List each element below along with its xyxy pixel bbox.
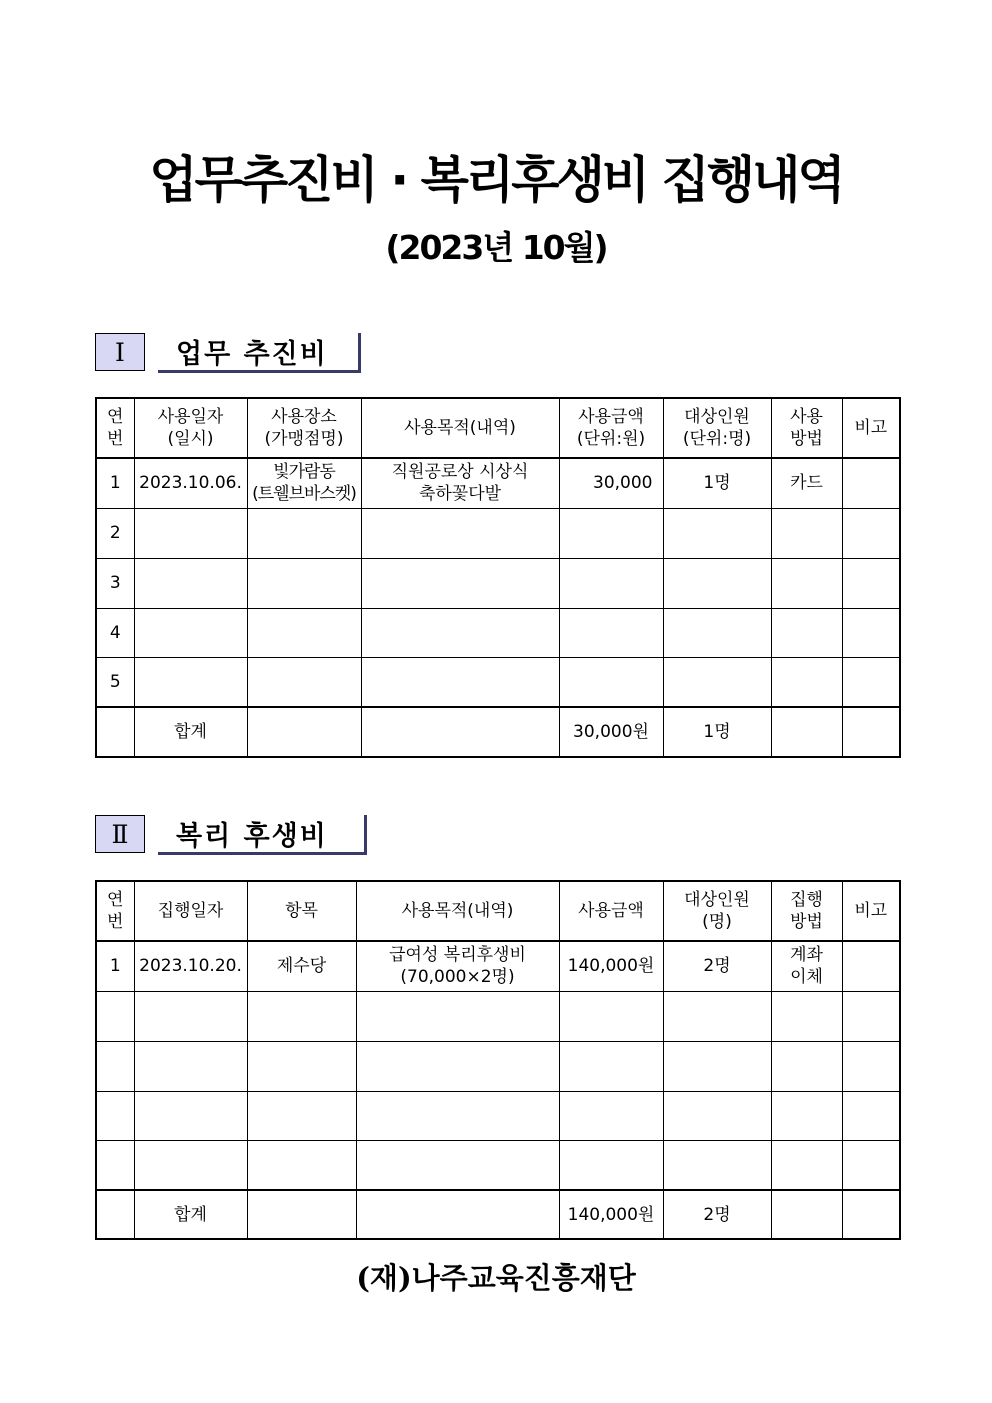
table-row xyxy=(96,558,900,608)
cell-purpose xyxy=(356,1091,559,1140)
cell-people xyxy=(663,608,771,657)
cell-purpose xyxy=(356,991,559,1041)
document-title: 업무추진비 · 복리후생비 집행내역 xyxy=(149,151,843,209)
col-header-date: 사용일자 (일시) xyxy=(134,398,247,458)
cell-purpose xyxy=(361,508,559,558)
table-row xyxy=(96,1041,900,1091)
table-header-row xyxy=(96,398,900,458)
col-header-note: 비고 xyxy=(842,881,900,941)
section1-title: 업무 추진비 xyxy=(158,333,361,373)
cell-note xyxy=(842,458,900,508)
cell-note xyxy=(842,1041,900,1091)
col-header-place: 사용장소 (가맹점명) xyxy=(247,398,361,458)
cell-no xyxy=(96,991,134,1041)
cell-note xyxy=(842,941,900,991)
cell-people xyxy=(663,991,771,1041)
cell-people xyxy=(663,1140,771,1190)
cell-item xyxy=(247,1041,356,1091)
cell-purpose xyxy=(356,1140,559,1190)
cell-amount xyxy=(559,508,663,558)
cell-people xyxy=(663,1041,771,1091)
total-row xyxy=(96,707,900,757)
cell-date xyxy=(134,1140,247,1190)
cell-amount xyxy=(559,1091,663,1140)
table-row xyxy=(96,608,900,657)
col-header-method: 집행 방법 xyxy=(771,881,842,941)
business-expense-table xyxy=(95,397,901,758)
cell-method xyxy=(771,1041,842,1091)
cell-note xyxy=(842,508,900,558)
cell-no xyxy=(96,1091,134,1140)
cell-note xyxy=(842,657,900,707)
cell-no: 4 xyxy=(96,608,134,657)
table-row xyxy=(96,941,900,991)
cell-date xyxy=(134,1091,247,1140)
total-empty-cell xyxy=(771,707,842,757)
cell-no xyxy=(96,1140,134,1190)
col-header-amount: 사용금액 xyxy=(559,881,663,941)
total-amount: 140,000원 xyxy=(559,1190,663,1239)
cell-purpose xyxy=(361,608,559,657)
col-header-date: 집행일자 xyxy=(134,881,247,941)
cell-method xyxy=(771,1091,842,1140)
cell-method xyxy=(771,991,842,1041)
cell-note xyxy=(842,1140,900,1190)
total-empty-cell xyxy=(96,1190,134,1239)
col-header-method: 사용 방법 xyxy=(771,398,842,458)
cell-no: 1 xyxy=(96,941,134,991)
cell-purpose xyxy=(361,657,559,707)
cell-purpose: 급여성 복리후생비 (70,000×2명) xyxy=(356,941,559,991)
cell-method: 계좌 이체 xyxy=(771,941,842,991)
cell-amount xyxy=(559,558,663,608)
cell-amount xyxy=(559,991,663,1041)
col-header-item: 항목 xyxy=(247,881,356,941)
cell-amount xyxy=(559,1140,663,1190)
cell-item xyxy=(247,1091,356,1140)
cell-method xyxy=(771,558,842,608)
cell-no xyxy=(96,1041,134,1091)
total-people: 1명 xyxy=(663,707,771,757)
cell-method xyxy=(771,608,842,657)
section2-number: Ⅱ xyxy=(95,815,145,853)
cell-place xyxy=(247,558,361,608)
cell-place xyxy=(247,657,361,707)
cell-note xyxy=(842,1091,900,1140)
cell-method: 카드 xyxy=(771,458,842,508)
cell-item xyxy=(247,1140,356,1190)
col-header-purpose: 사용목적(내역) xyxy=(361,398,559,458)
cell-no: 1 xyxy=(96,458,134,508)
cell-place: 빛가람동 (트웰브바스켓) xyxy=(247,458,361,508)
cell-amount xyxy=(559,657,663,707)
cell-date xyxy=(134,508,247,558)
total-empty-cell xyxy=(842,1190,900,1239)
cell-note xyxy=(842,991,900,1041)
total-label: 합계 xyxy=(134,1190,247,1239)
total-people: 2명 xyxy=(663,1190,771,1239)
cell-people xyxy=(663,558,771,608)
table-row xyxy=(96,657,900,707)
cell-method xyxy=(771,508,842,558)
cell-place xyxy=(247,508,361,558)
cell-date xyxy=(134,1041,247,1091)
cell-no: 3 xyxy=(96,558,134,608)
total-empty-cell xyxy=(247,707,361,757)
cell-note xyxy=(842,558,900,608)
cell-date xyxy=(134,657,247,707)
cell-date: 2023.10.06. xyxy=(134,458,247,508)
cell-purpose xyxy=(361,558,559,608)
section1-number: Ⅰ xyxy=(95,333,145,371)
total-empty-cell xyxy=(842,707,900,757)
cell-purpose xyxy=(356,1041,559,1091)
cell-method xyxy=(771,657,842,707)
total-label: 합계 xyxy=(134,707,247,757)
col-header-note: 비고 xyxy=(842,398,900,458)
welfare-expense-table xyxy=(95,880,901,1240)
col-header-amount: 사용금액 (단위:원) xyxy=(559,398,663,458)
cell-date xyxy=(134,558,247,608)
cell-people: 1명 xyxy=(663,458,771,508)
cell-amount: 140,000원 xyxy=(559,941,663,991)
cell-method xyxy=(771,1140,842,1190)
col-header-people: 대상인원 (단위:명) xyxy=(663,398,771,458)
total-empty-cell xyxy=(361,707,559,757)
col-header-no: 연 번 xyxy=(96,398,134,458)
cell-date xyxy=(134,991,247,1041)
table-row xyxy=(96,458,900,508)
cell-item xyxy=(247,991,356,1041)
total-row xyxy=(96,1190,900,1239)
cell-note xyxy=(842,608,900,657)
cell-no: 2 xyxy=(96,508,134,558)
total-empty-cell xyxy=(356,1190,559,1239)
total-empty-cell xyxy=(771,1190,842,1239)
section2-title: 복리 후생비 xyxy=(158,815,367,855)
cell-no: 5 xyxy=(96,657,134,707)
total-empty-cell xyxy=(96,707,134,757)
cell-amount xyxy=(559,1041,663,1091)
cell-people xyxy=(663,508,771,558)
table-row xyxy=(96,508,900,558)
col-header-purpose: 사용목적(내역) xyxy=(356,881,559,941)
organization-name: (재)나주교육진흥재단 xyxy=(356,1261,636,1295)
cell-purpose: 직원공로상 시상식 축하꽃다발 xyxy=(361,458,559,508)
col-header-people: 대상인원 (명) xyxy=(663,881,771,941)
cell-date: 2023.10.20. xyxy=(134,941,247,991)
document-subtitle: (2023년 10월) xyxy=(385,228,607,267)
cell-amount: 30,000 xyxy=(559,458,663,508)
table-row xyxy=(96,991,900,1041)
cell-people xyxy=(663,657,771,707)
cell-amount xyxy=(559,608,663,657)
total-amount: 30,000원 xyxy=(559,707,663,757)
cell-people xyxy=(663,1091,771,1140)
table-header-row xyxy=(96,881,900,941)
cell-item: 제수당 xyxy=(247,941,356,991)
cell-people: 2명 xyxy=(663,941,771,991)
table-row xyxy=(96,1140,900,1190)
table-row xyxy=(96,1091,900,1140)
cell-date xyxy=(134,608,247,657)
col-header-no: 연 번 xyxy=(96,881,134,941)
total-empty-cell xyxy=(247,1190,356,1239)
cell-place xyxy=(247,608,361,657)
